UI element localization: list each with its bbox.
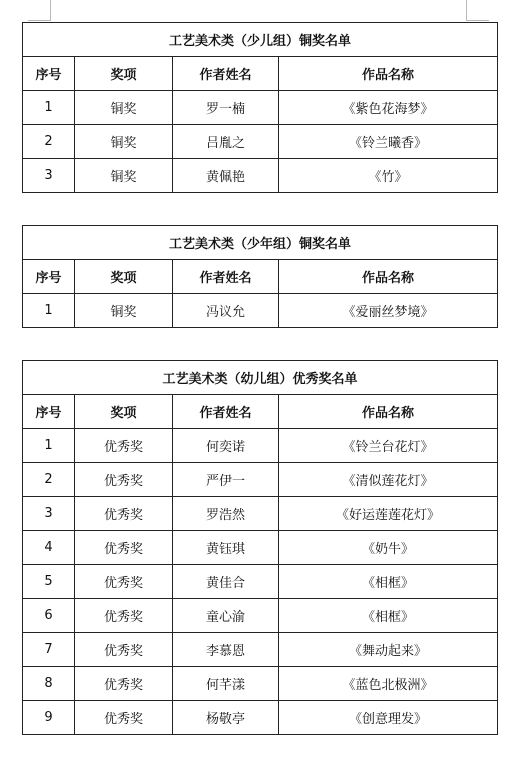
cell-work: 《蓝色北极洲》 [279, 667, 498, 701]
header-author: 作者姓名 [173, 260, 279, 294]
cell-award: 铜奖 [75, 91, 173, 125]
cell-author: 何奕诺 [173, 429, 279, 463]
header-author: 作者姓名 [173, 57, 279, 91]
header-award: 奖项 [75, 395, 173, 429]
cell-award: 优秀奖 [75, 565, 173, 599]
table-row [23, 565, 498, 599]
cell-serial: 2 [23, 125, 75, 159]
cell-work: 《爱丽丝梦境》 [279, 294, 498, 328]
cell-award: 优秀奖 [75, 633, 173, 667]
header-author: 作者姓名 [173, 395, 279, 429]
cell-author: 严伊一 [173, 463, 279, 497]
table-header-row [23, 57, 498, 91]
cell-author: 黄佳合 [173, 565, 279, 599]
cell-serial: 4 [23, 531, 75, 565]
table-row [23, 497, 498, 531]
table-row [23, 633, 498, 667]
table-row [23, 531, 498, 565]
cell-award: 优秀奖 [75, 667, 173, 701]
cell-author: 童心渝 [173, 599, 279, 633]
header-work: 作品名称 [279, 260, 498, 294]
cell-work: 《舞动起来》 [279, 633, 498, 667]
cell-serial: 1 [23, 294, 75, 328]
cell-author: 罗浩然 [173, 497, 279, 531]
cell-award: 优秀奖 [75, 701, 173, 735]
cell-work: 《铃兰台花灯》 [279, 429, 498, 463]
cell-work: 《清似莲花灯》 [279, 463, 498, 497]
table-title: 工艺美术类（幼儿组）优秀奖名单 [23, 361, 498, 395]
table-title: 工艺美术类（少年组）铜奖名单 [23, 226, 498, 260]
crop-mark-left-horizontal [28, 20, 51, 21]
cell-award: 铜奖 [75, 294, 173, 328]
cell-author: 冯议允 [173, 294, 279, 328]
table-row [23, 125, 498, 159]
cell-work: 《相框》 [279, 565, 498, 599]
cell-work: 《竹》 [279, 159, 498, 193]
table-row [23, 463, 498, 497]
cell-serial: 2 [23, 463, 75, 497]
cell-serial: 9 [23, 701, 75, 735]
table-title: 工艺美术类（少儿组）铜奖名单 [23, 23, 498, 57]
table-row [23, 91, 498, 125]
table-header-row [23, 395, 498, 429]
cell-award: 优秀奖 [75, 497, 173, 531]
cell-author: 吕胤之 [173, 125, 279, 159]
cell-author: 李慕恩 [173, 633, 279, 667]
table-row [23, 159, 498, 193]
cell-award: 优秀奖 [75, 599, 173, 633]
table-title-row [23, 361, 498, 395]
cell-serial: 6 [23, 599, 75, 633]
header-serial: 序号 [23, 57, 75, 91]
crop-mark-left-vertical [50, 0, 51, 20]
crop-mark-right-horizontal [466, 20, 489, 21]
cell-serial: 1 [23, 429, 75, 463]
header-award: 奖项 [75, 260, 173, 294]
cell-award: 铜奖 [75, 125, 173, 159]
table-title-row [23, 23, 498, 57]
cell-author: 杨敬亭 [173, 701, 279, 735]
cell-serial: 3 [23, 159, 75, 193]
cell-author: 罗一楠 [173, 91, 279, 125]
header-work: 作品名称 [279, 57, 498, 91]
award-table-bronze-children [22, 22, 498, 193]
table-row [23, 701, 498, 735]
cell-author: 何芊漾 [173, 667, 279, 701]
cell-award: 优秀奖 [75, 463, 173, 497]
award-table-bronze-juvenile [22, 225, 498, 328]
cell-serial: 1 [23, 91, 75, 125]
cell-work: 《相框》 [279, 599, 498, 633]
cell-author: 黄钰琪 [173, 531, 279, 565]
table-row [23, 429, 498, 463]
crop-mark-right-vertical [466, 0, 467, 20]
header-work: 作品名称 [279, 395, 498, 429]
table-row [23, 667, 498, 701]
cell-work: 《铃兰曦香》 [279, 125, 498, 159]
cell-serial: 3 [23, 497, 75, 531]
cell-author: 黄佩艳 [173, 159, 279, 193]
table-row [23, 294, 498, 328]
header-award: 奖项 [75, 57, 173, 91]
cell-work: 《好运莲莲花灯》 [279, 497, 498, 531]
cell-serial: 7 [23, 633, 75, 667]
table-header-row [23, 260, 498, 294]
cell-award: 铜奖 [75, 159, 173, 193]
cell-award: 优秀奖 [75, 531, 173, 565]
cell-serial: 5 [23, 565, 75, 599]
cell-work: 《奶牛》 [279, 531, 498, 565]
cell-award: 优秀奖 [75, 429, 173, 463]
cell-serial: 8 [23, 667, 75, 701]
award-table-excellence-preschool [22, 360, 498, 735]
header-serial: 序号 [23, 260, 75, 294]
table-title-row [23, 226, 498, 260]
cell-work: 《创意理发》 [279, 701, 498, 735]
cell-work: 《紫色花海梦》 [279, 91, 498, 125]
table-row [23, 599, 498, 633]
header-serial: 序号 [23, 395, 75, 429]
